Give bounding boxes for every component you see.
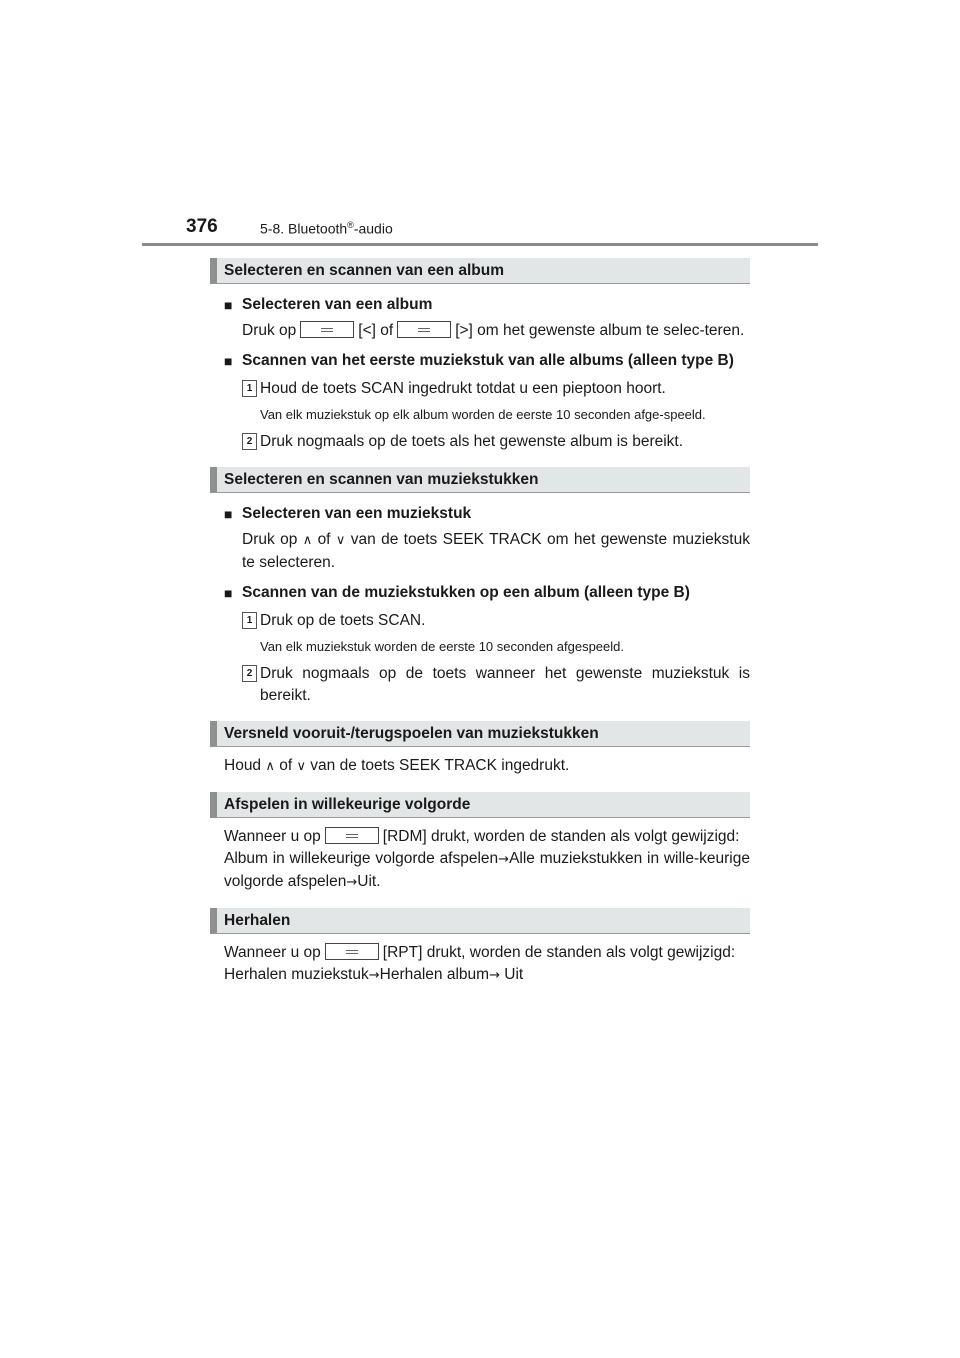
step-number-badge: 1 — [242, 612, 257, 629]
page-number: 376 — [186, 216, 218, 237]
seek-up-icon: ∧ — [302, 533, 313, 548]
section-heading: Versneld vooruit-/terugspoelen van muziekstukken — [210, 721, 750, 747]
section-heading: Selecteren en scannen van muziekstukken — [210, 467, 750, 493]
steering-switch-icon — [397, 321, 451, 338]
step-note: Van elk muziekstuk worden de eerste 10 seconden afgespeeld. — [260, 639, 624, 654]
bullet-square-icon: ■ — [224, 353, 233, 369]
bullet-square-icon: ■ — [224, 506, 233, 522]
paragraph: Wanneer u op [RDM] drukt, worden de standen als volgt gewijzigd: Album in willekeurige volgorde afspelen→Alle muziekstukken in wille-keurige volgorde afspelen→Uit. — [224, 828, 750, 890]
step-number-badge: 2 — [242, 433, 257, 450]
seek-up-icon: ∧ — [265, 759, 275, 774]
step-item: 1 Houd de toets SCAN ingedrukt totdat u een pieptoon hoort. — [242, 378, 750, 400]
subheading: ■ Selecteren van een album — [224, 294, 750, 316]
page-content — [210, 258, 750, 987]
header-rule — [142, 243, 818, 246]
step-number-badge: 2 — [242, 665, 257, 682]
subheading: ■ Selecteren van een muziekstuk — [224, 503, 750, 525]
arrow-right-icon: → — [368, 968, 380, 983]
step-item: 2 Druk nogmaals op de toets wanneer het gewenste muziekstuk is bereikt. — [242, 663, 750, 707]
steering-switch-icon — [300, 321, 354, 338]
seek-down-icon: ∨ — [296, 759, 306, 774]
step-item: 1 Druk op de toets SCAN. — [242, 610, 750, 632]
paragraph: Druk op [<] of [>] om het gewenste album te selec-teren. — [242, 322, 745, 339]
paragraph: Houd ∧ of ∨ van de toets SEEK TRACK ingedrukt. — [224, 757, 570, 774]
subheading: ■ Scannen van de muziekstukken op een album (alleen type B) — [224, 582, 750, 604]
seek-down-icon: ∨ — [335, 533, 346, 548]
step-note: Van elk muziekstuk op elk album worden de eerste 10 seconden afge-speeld. — [260, 407, 706, 422]
section-heading: Afspelen in willekeurige volgorde — [210, 792, 750, 818]
bullet-square-icon: ■ — [224, 297, 233, 313]
paragraph: Druk op ∧ of ∨ van de toets SEEK TRACK om het gewenste muziekstuk te selecteren. — [242, 531, 750, 571]
steering-switch-icon — [325, 943, 379, 960]
steering-switch-icon — [325, 827, 379, 844]
arrow-right-icon: → — [489, 968, 500, 983]
page-header — [0, 0, 960, 250]
paragraph: Wanneer u op [RPT] drukt, worden de standen als volgt gewijzigd: Herhalen muziekstuk→Herhalen album→ Uit — [224, 944, 736, 983]
bullet-square-icon: ■ — [224, 585, 233, 601]
chapter-title: 5-8. Bluetooth®-audio — [260, 220, 393, 237]
step-item: 2 Druk nogmaals op de toets als het gewenste album is bereikt. — [242, 431, 750, 453]
section-heading: Selecteren en scannen van een album — [210, 258, 750, 284]
arrow-right-icon: → — [346, 875, 358, 890]
step-number-badge: 1 — [242, 380, 257, 397]
arrow-right-icon: → — [498, 852, 510, 867]
section-heading: Herhalen — [210, 908, 750, 934]
subheading: ■ Scannen van het eerste muziekstuk van alle albums (alleen type B) — [224, 350, 750, 372]
